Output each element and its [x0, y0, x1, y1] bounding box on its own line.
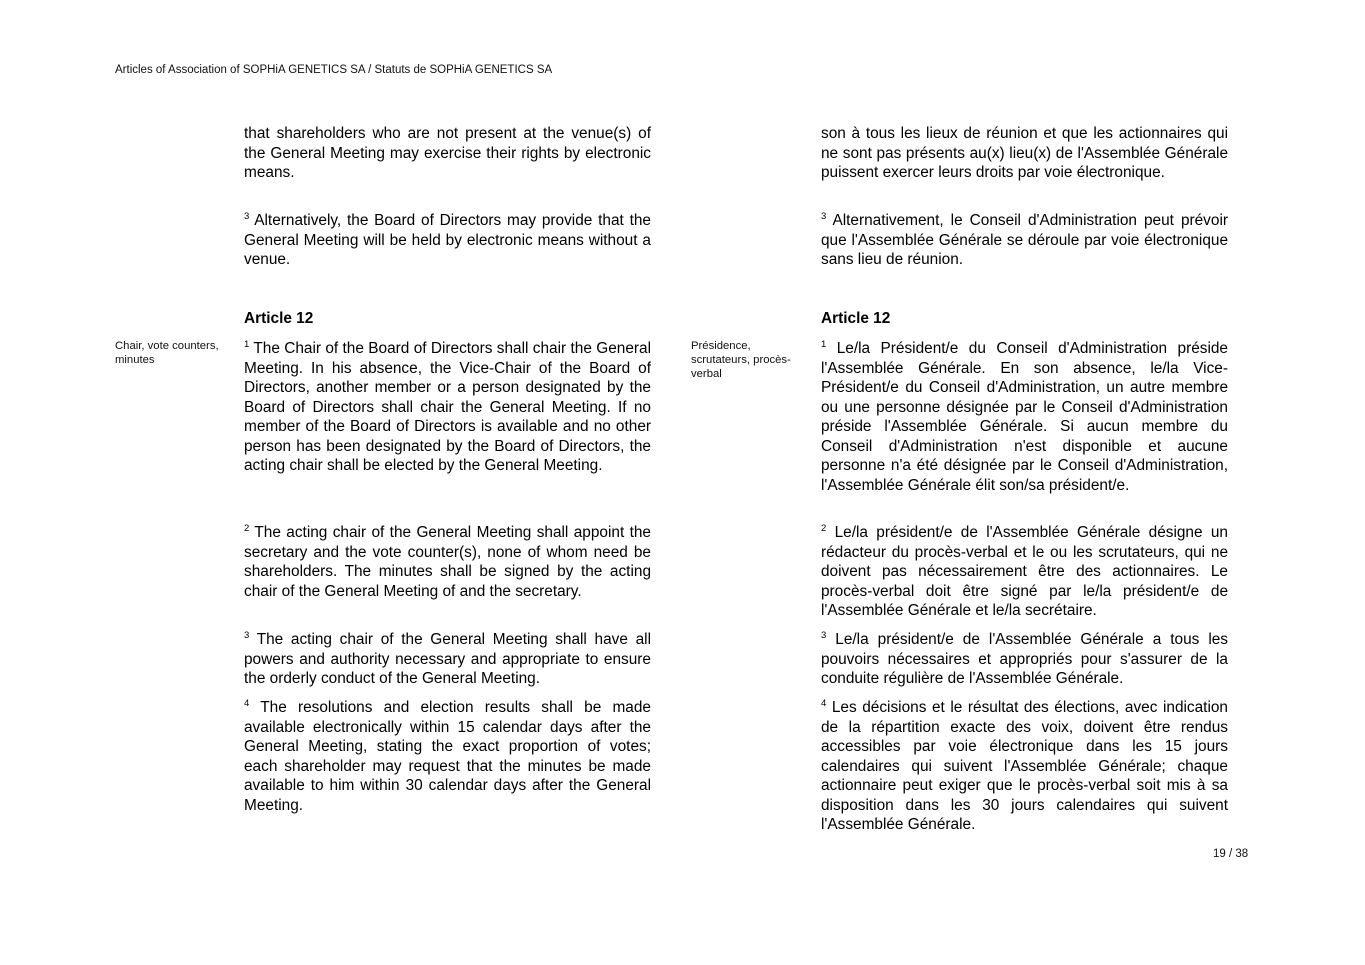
paragraph-text: Alternatively, the Board of Directors may provide that the General Meeting will be held by electronic means without a venue. [244, 212, 651, 268]
en-article-heading: Article 12 [244, 310, 314, 327]
en-paragraph-3 [244, 630, 651, 689]
paragraph-number: 1 [821, 339, 827, 350]
fr-paragraph-2 [821, 523, 1228, 621]
paragraph-number: 2 [821, 523, 827, 534]
paragraph-number: 3 [821, 630, 827, 641]
paragraph-number: 4 [244, 698, 250, 709]
paragraph-text: Le/la président/e de l'Assemblée Générale désigne un rédacteur du procès-verbal et le ou les scrutateurs, qui ne doivent pas nécessairement être des actionnaires. Le procès-verbal doit être signé par le/la président/e de l'Assemblée Générale et le/la secrétaire. [821, 524, 1228, 619]
paragraph-number: 3 [244, 630, 250, 641]
paragraph-text: The acting chair of the General Meeting shall appoint the secretary and the vote counter(s), none of whom need be shareholders. The minutes shall be signed by the acting chair of the General Meeting of and the secretary. [244, 524, 651, 600]
paragraph-text: Le/la Président/e du Conseil d'Administration préside l'Assemblée Générale. En son absence, le/la Vice-Président/e du Conseil d'Administration, un autre membre ou une personne désignée par le Conseil d'Administration préside l'Assemblée Générale. Si aucun membre du Conseil d'Administration n'est disponible et aucune personne n'a été désignée par le Conseil d'Administration, l'Assemblée Générale élit son/sa président/e. [821, 340, 1228, 494]
fr-continuation-paragraph [821, 124, 1228, 183]
en-paragraph-2 [244, 523, 651, 601]
page-number: 19 / 38 [1213, 848, 1249, 860]
fr-sidenote: Présidence, scrutateurs, procès-verbal [691, 340, 791, 380]
en-continuation-text: that shareholders who are not present at the venue(s) of the General Meeting may exercise their rights by electronic means. [244, 125, 651, 181]
fr-paragraph-prev-3 [821, 211, 1228, 270]
paragraph-number: 3 [821, 211, 827, 222]
en-sidenote: Chair, vote counters, minutes [115, 340, 219, 366]
fr-article-heading: Article 12 [821, 310, 891, 327]
fr-paragraph-4 [821, 698, 1228, 835]
en-continuation-paragraph [244, 124, 651, 183]
en-paragraph-4 [244, 698, 651, 815]
fr-paragraph-1 [821, 339, 1228, 495]
en-paragraph-prev-3 [244, 211, 651, 270]
fr-paragraph-3 [821, 630, 1228, 689]
paragraph-text: Alternativement, le Conseil d'Administration peut prévoir que l'Assemblée Générale se déroule par voie électronique sans lieu de réunion. [821, 212, 1228, 268]
paragraph-number: 4 [821, 698, 827, 709]
paragraph-number: 3 [244, 211, 250, 222]
document-header: Articles of Association of SOPHiA GENETICS SA / Statuts de SOPHiA GENETICS SA [115, 64, 553, 76]
paragraph-number: 1 [244, 339, 250, 350]
fr-continuation-text: son à tous les lieux de réunion et que les actionnaires qui ne sont pas présents au(x) lieu(x) de l'Assemblée Générale puissent exercer leurs droits par voie électronique. [821, 125, 1228, 181]
paragraph-number: 2 [244, 523, 250, 534]
paragraph-text: The acting chair of the General Meeting shall have all powers and authority necessary and appropriate to ensure the orderly conduct of the General Meeting. [244, 631, 651, 687]
paragraph-text: The resolutions and election results shall be made available electronically within 15 calendar days after the General Meeting, stating the exact proportion of votes; each shareholder may request that the minutes be made available to him within 30 calendar days after the General Meeting. [244, 699, 651, 814]
paragraph-text: Le/la président/e de l'Assemblée Générale a tous les pouvoirs nécessaires et appropriés pour s'assurer de la conduite régulière de l'Assemblée Générale. [821, 631, 1228, 687]
paragraph-text: Les décisions et le résultat des élections, avec indication de la répartition exacte des voix, doivent être rendus accessibles par voie électronique dans les 15 jours calendaires qui suivent l'Assemblée Générale; chaque actionnaire peut exiger que le procès-verbal soit mis à sa disposition dans les 30 jours calendaires qui suivent l'Assemblée Générale. [821, 699, 1228, 833]
en-paragraph-1 [244, 339, 651, 476]
paragraph-text: The Chair of the Board of Directors shall chair the General Meeting. In his absence, the Vice-Chair of the Board of Directors, another member or a person designated by the Board of Directors shall chair the General Meeting. If no member of the Board of Directors is available and no other person has been designated by the Board of Directors, the acting chair shall be elected by the General Meeting. [244, 340, 651, 474]
